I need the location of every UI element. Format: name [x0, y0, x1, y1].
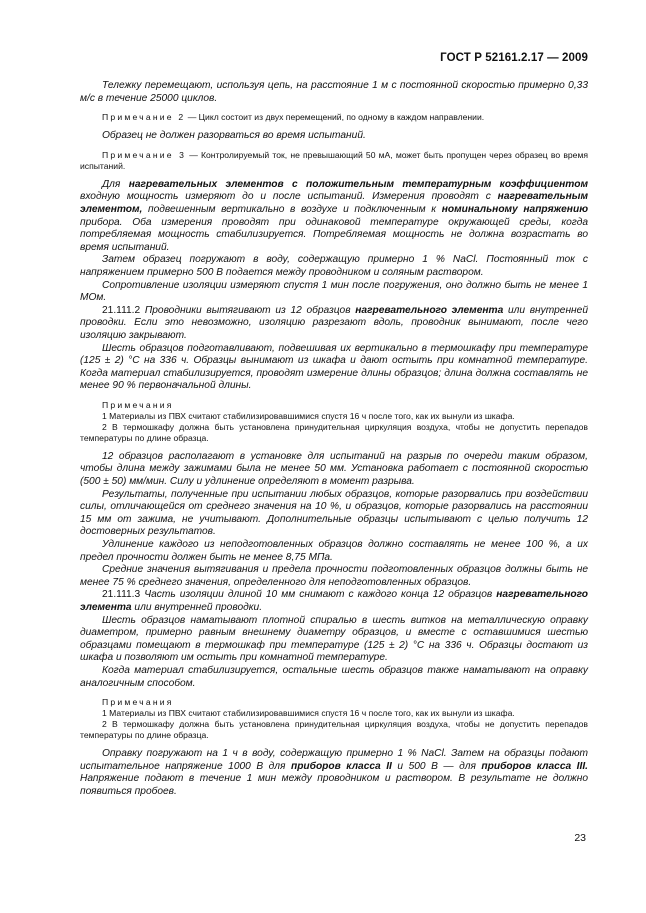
paragraph-21-111-3: 21.111.3 Часть изоляции длиной 10 мм снимают с каждого конца 12 образцов нагревательного элемента или внутренней проводки.	[80, 589, 588, 613]
notes-title-1: Примечания	[102, 399, 174, 410]
note-2-text: — Цикл состоит из двух перемещений, по одному в каждом направлении.	[185, 112, 485, 123]
paragraph-average-values: Средние значения вытягивания и предела прочности подготовленных образцов должны быть не менее 75 % среднего значения, определенного для неподготовленных образцов.	[80, 564, 588, 588]
paragraph-immersion: Затем образец погружают в воду, содержащую примерно 1 % NaCl. Постоянный ток с напряжением примерно 500 В подается между проводником и соляным раствором.	[80, 254, 588, 278]
notes-2-item-1: 1 Материалы из ПВХ считают стабилизировавшимися спустя 16 ч после того, как их вынули из шкафа.	[102, 708, 515, 719]
page-number: 23	[574, 832, 586, 844]
page-content	[80, 80, 588, 799]
notes-2-item-2: 2 В термошкафу должна быть установлена принудительная циркуляция воздуха, чтобы не допустить перепадов температуры по длине образца.	[80, 719, 588, 741]
notes-1-item-1: 1 Материалы из ПВХ считают стабилизировавшимися спустя 16 ч после того, как их вынули из шкафа.	[102, 410, 515, 421]
paragraph-results: Результаты, полученные при испытании любых образцов, которые разорвались при воздействии силы, отличающейся от среднего значения на 10 %, и образцов, которые разорвались на расстоянии 15 мм от зажима, не учитывают. Дополнительные образцы испытывают с целью получить 12 достоверных результатов.	[80, 488, 588, 538]
notes-title-2: Примечания	[102, 697, 174, 708]
note-2	[80, 112, 588, 123]
paragraph-remaining-samples: Когда материал стабилизируется, остальные шесть образцов также наматывают на оправку аналогичным способом.	[80, 664, 588, 689]
document-id-header: ГОСТ Р 52161.2.17 — 2009	[440, 52, 588, 64]
paragraph-spiral-winding: Шесть образцов наматывают плотной спиралью в шесть витков на металлическую оправку диаметром, примерно равным внешнему диаметру образцов, и вместе с оставшимися шестью образцами помещают в термошкаф при температуре (125 ± 2) °С на 336 ч. Образцы достают из шкафа и позволяют им остыть при комнатной температуре.	[80, 614, 588, 664]
paragraph-mandrel-voltage: Оправку погружают на 1 ч в воду, содержащую примерно 1 % NaCl. Затем на образцы подают испытательное напряжение 1000 В для приборов класса II и 500 В — для приборов класса III. Напряжение подают в течение 1 мин между проводником и раствором. В результате не должно появиться пробоев.	[80, 748, 588, 797]
paragraph-insulation-resistance: Сопротивление изоляции измеряют спустя 1 мин после погружения, оно должно быть не менее 1 МОм.	[80, 279, 588, 304]
paragraph-elongation: Удлинение каждого из неподготовленных образцов должно составлять не менее 100 %, а их предел прочности должен быть не менее 8,75 МПа.	[80, 539, 588, 563]
note-3-text: — Контролируемый ток, не превышающий 50 мА, может быть пропущен через образец во время испытаний.	[80, 149, 588, 171]
paragraph-tensile-test: 12 образцов располагают в установке для испытаний на разрыв по очереди таким образом, чтобы длина между зажимами была не менее 50 мм. Установка работает с постоянной скоростью (500 ± 50) мм/мин. Силу и удлинение определяют в момент разрыва.	[80, 450, 588, 488]
note-3	[80, 150, 588, 172]
paragraph-six-samples: Шесть образцов подготавливают, подвешивая их вертикально в термошкафу при температуре (125 ± 2) °С на 336 ч. Образцы вынимают из шкафа и дают остыть при комнатной температуре. Когда материал стабилизируется, проводят измерение длины образцов; длина должна составлять не менее 90 % первоначальной длины.	[80, 342, 588, 392]
paragraph-ptc-elements: Для нагревательных элементов с положительным температурным коэффициентом входную мощность измеряют до и после испытаний. Измерения проводят с нагревательным элементом, подвешенным вертикально в воздухе и подключенным к номинальному напряжению прибора. Оба измерения проводят при одинаковой температуре окружающей среды, когда потребляемая мощность стабилизируется. Потребляемая мощность не должна возрастать во время испытаний.	[80, 178, 588, 253]
paragraph-no-break: Образец не должен разорваться во время испытаний.	[102, 130, 366, 142]
note-2-label: Примечание 2	[102, 112, 186, 123]
paragraph-21-111-2: 21.111.2 Проводники вытягивают из 12 образцов нагревательного элемента или внутренней проводки. Если это невозможно, изоляцию разрезают вдоль, проводник вынимают, после чего изоляцию закрывают.	[80, 304, 588, 341]
note-3-label: Примечание 3	[102, 149, 187, 160]
paragraph-trolley: Тележку перемещают, используя цепь, на расстояние 1 м с постоянной скоростью примерно 0,33 м/с в течение 25000 циклов.	[80, 80, 588, 104]
notes-1-item-2: 2 В термошкафу должна быть установлена принудительная циркуляция воздуха, чтобы не допустить перепадов температуры по длине образца.	[80, 421, 588, 443]
